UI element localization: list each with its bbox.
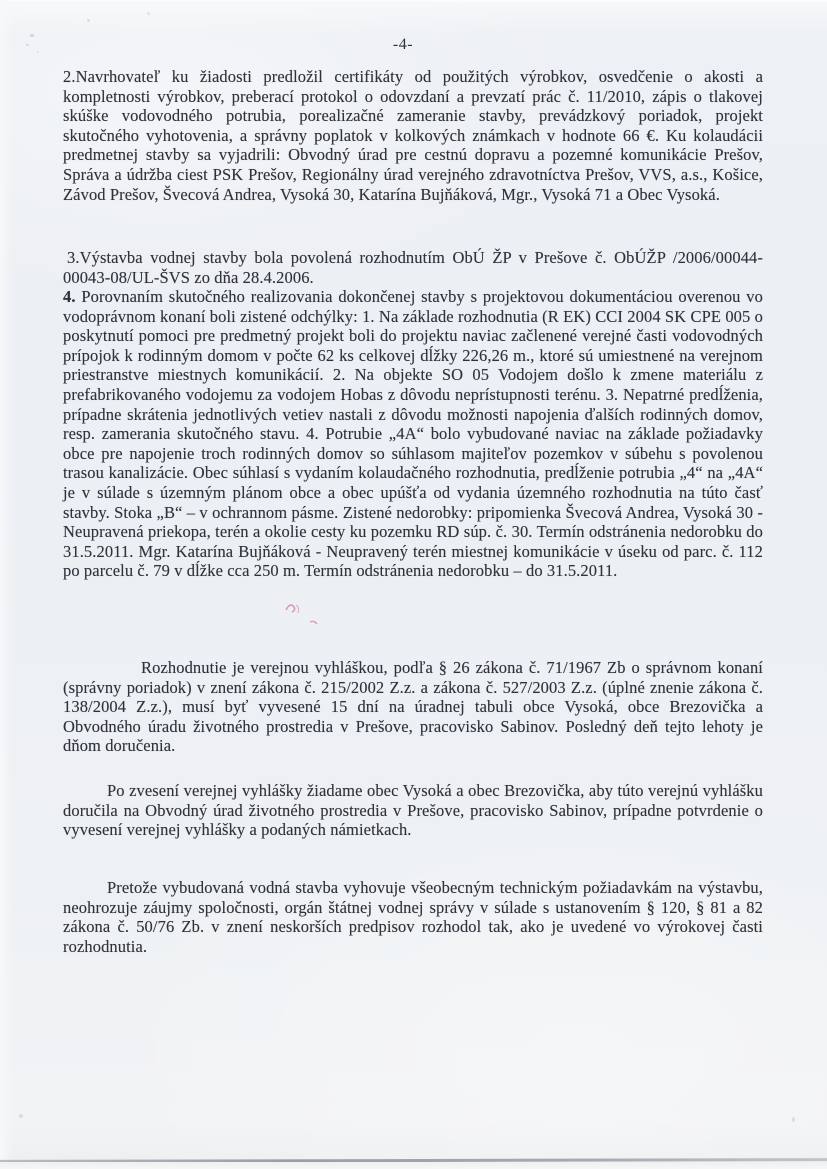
pink-pen-mark [276, 596, 336, 636]
scan-speck [792, 1117, 795, 1122]
paragraph-posting-request: Po zvesení verejnej vyhlášky žiadame obec Vysoká a obec Brezovička, aby túto verejnú vyhlášku doručila na Obvodný úrad životného prostredia v Prešove, pracovisko Sabinov, prípadne potvrdenie o vyvesení verejnej vyhlášky a podaných námietkach. [63, 781, 763, 840]
scan-speck [26, 44, 29, 46]
paragraph-public-notice: Rozhodnutie je verejnou vyhláškou, podľa § 26 zákona č. 71/1967 Zb o správnom konaní (správny poriadok) v znení zákona č. 215/2002 Z.z. a zákona č. 527/2003 Z.z. (úplné znenie zákona č. 138/2004 Z.z.), musí byť vyvesené 15 dní na úradnej tabuli obce Vysoká, obce Brezovička a Obvodného úradu životného prostredia v Prešove, pracovisko Sabinov. Posledný deň tejto lehoty je dňom doručenia. [63, 658, 763, 756]
paragraph-point-2: 2.Navrhovateľ ku žiadosti predložil certifikáty od použitých výrobkov, osvedčenie o akosti a kompletnosti výrobkov, preberací protokol o odovzdaní a prevzatí prác č. 11/2010, zápis o tlakovej skúške vodovodného potrubia, porealizačné zameranie stavby, prevádzkový poriadok, projekt skutočného vyhotovenia, a správny poplatok v kolkových známkach v hodnote 66 €. Ku kolaudácii predmetnej stavby sa vyjadrili: Obvodný úrad pre cestnú dopravu a pozemné komunikácie Prešov, Správa a údržba ciest PSK Prešov, Regionálny úrad verejného zdravotníctva Prešov, VVS, a.s., Košice, Závod Prešov, Švecová Andrea, Vysoká 30, Katarína Bujňáková, Mgr., Vysoká 71 a Obec Vysoká. [63, 67, 763, 204]
paragraph-conclusion: Pretože vybudovaná vodná stavba vyhovuje všeobecným technickým požiadavkám na výstavbu, neohrozuje záujmy spoločnosti, orgán štátnej vodnej správy v súlade s ustanovením § 120, § 81 a 82 zákona č. 50/76 Zb. v znení neskorších predpisov rozhodol tak, ako je uvedené vo výrokovej časti rozhodnutia. [63, 878, 763, 956]
point-4-number: 4. [63, 287, 76, 306]
paper-top-edge [0, 0, 827, 5]
scan-speck [87, 19, 90, 22]
scan-speck [147, 12, 150, 15]
paper-left-edge [0, 0, 14, 1169]
scan-speck [19, 1114, 23, 1118]
scan-speck [30, 34, 34, 37]
page-number: -4- [392, 36, 414, 53]
scanner-background-strip [0, 1162, 827, 1169]
paragraph-point-4 [63, 287, 763, 581]
paragraph-point-3: 3.Výstavba vodnej stavby bola povolená rozhodnutím ObÚ ŽP v Prešove č. ObÚŽP /2006/00044-00043-08/UL-ŠVS zo dňa 28.4.2006. [63, 248, 763, 287]
point-4-text: Porovnaním skutočného realizovania dokončenej stavby s projektovou dokumentáciou overenou vo vodoprávnom konaní boli zistené odchýlky: 1. Na základe rozhodnutia (R EK) CCI 2004 SK CPE 005 o poskytnutí pomoci pre predmetný projekt boli do projektu naviac začlenené verejné časti vodovodných prípojok k rodinným domom v počte 62 ks celkovej dĺžky 226,26 m., ktoré sú umiestnené na verejnom priestranstve miestnych komunikácií. 2. Na objekte SO 05 Vodojem došlo k zmene materiálu z prefabrikovaného vodojemu za vodojem Hobas z dôvodu neprístupnosti terénu. 3. Nepatrné predĺženia, prípadne skrátenia jednotlivých vetiev nastali z dôvodu možnosti napojenia ďalších rodinných domov, resp. zamerania skutočného stavu. 4. Potrubie „4A“ bolo vybudované naviac na základe požiadavky obce pre napojenie troch rodinných domov so súhlasom majiteľov pozemkov v súbehu s povolenou trasou kanalizácie. Obec súhlasí s vydaním kolaudačného rozhodnutia, predĺženie potrubia „4“ na „4A“ je v súlade s územným plánom obce a obec upúšťa od vydania územného rozhodnutia na túto časť stavby. Stoka „B“ – v ochrannom pásme. Zistené nedorobky: pripomienka Švecová Andrea, Vysoká 30 - Neupravená priekopa, terén a okolie cesty ku pozemku RD súp. č. 30. Termín odstránenia nedorobku do 31.5.2011. Mgr. Katarína Bujňáková - Neupravený terén miestnej komunikácie v úseku od parc. č. 112 po parcelu č. 79 v dĺžke cca 250 m. Termín odstránenia nedorobku – do 31.5.2011. [63, 287, 763, 581]
scan-speck [37, 51, 39, 53]
